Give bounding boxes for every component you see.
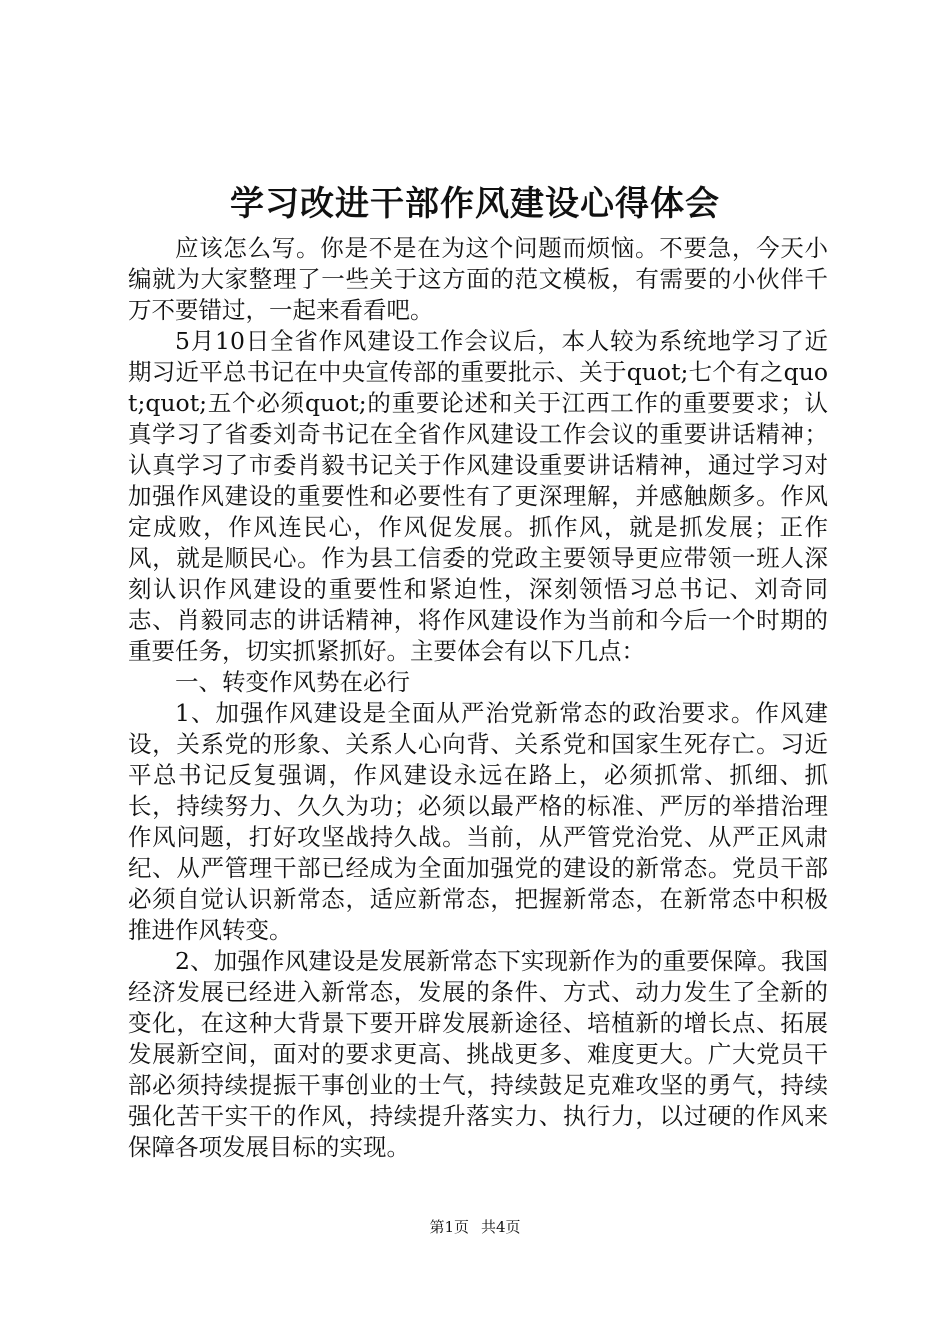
- section-heading: 一、转变作风势在必行: [175, 668, 410, 696]
- paragraph-intro: 应该怎么写。你是不是在为这个问题而烦恼。不要急，今天小编就为大家整理了一些关于这方面的范文模板，有需要的小伙伴千万不要错过，一起来看看吧。: [128, 234, 828, 324]
- paragraph-point-2: 2、加强作风建设是发展新常态下实现新作为的重要保障。我国经济发展已经进入新常态，发展的条件、方式、动力发生了全新的变化，在这种大背景下要开辟发展新途径、培植新的增长点、拓展发展新空间，面对的要求更高、挑战更多、难度更大。广大党员干部必须持续提振干事创业的士气，持续鼓足克难攻坚的勇气，持续强化苦干实干的作风，持续提升落实力、执行力，以过硬的作风来保障各项发展目标的实现。: [128, 947, 828, 1161]
- document-title: 学习改进干部作风建设心得体会: [230, 184, 720, 224]
- page-number: 第1页: [429, 1218, 469, 1236]
- page-footer: [0, 1215, 950, 1239]
- paragraph-overview: 5月10日全省作风建设工作会议后，本人较为系统地学习了近期习近平总书记在中央宣传部的重要批示、关于quot;七个有之quot;quot;五个必须quot;的重要论述和关于江西工作的重要要求；认真学习了省委刘奇书记在全省作风建设工作会议的重要讲话精神；认真学习了市委肖毅书记关于作风建设重要讲话精神，通过学习对加强作风建设的重要性和必要性有了更深理解，并感触颇多。作风定成败，作风连民心，作风促发展。抓作风，就是抓发展；正作风，就是顺民心。作为县工信委的党政主要领导更应带领一班人深刻认识作风建设的重要性和紧迫性，深刻领悟习总书记、刘奇同志、肖毅同志的讲话精神，将作风建设作为当前和今后一个时期的重要任务，切实抓紧抓好。主要体会有以下几点：: [128, 327, 828, 665]
- document-body: [128, 233, 828, 1163]
- paragraph-point-1: 1、加强作风建设是全面从严治党新常态的政治要求。作风建设，关系党的形象、关系人心向背、关系党和国家生死存亡。习近平总书记反复强调，作风建设永远在路上，必须抓常、抓细、抓长，持续努力、久久为功；必须以最严格的标准、严厉的举措治理作风问题，打好攻坚战持久战。当前，从严管党治党、从严正风肃纪、从严管理干部已经成为全面加强党的建设的新常态。党员干部必须自觉认识新常态，适应新常态，把握新常态，在新常态中积极推进作风转变。: [128, 699, 828, 944]
- page-total: 共4页: [481, 1218, 521, 1236]
